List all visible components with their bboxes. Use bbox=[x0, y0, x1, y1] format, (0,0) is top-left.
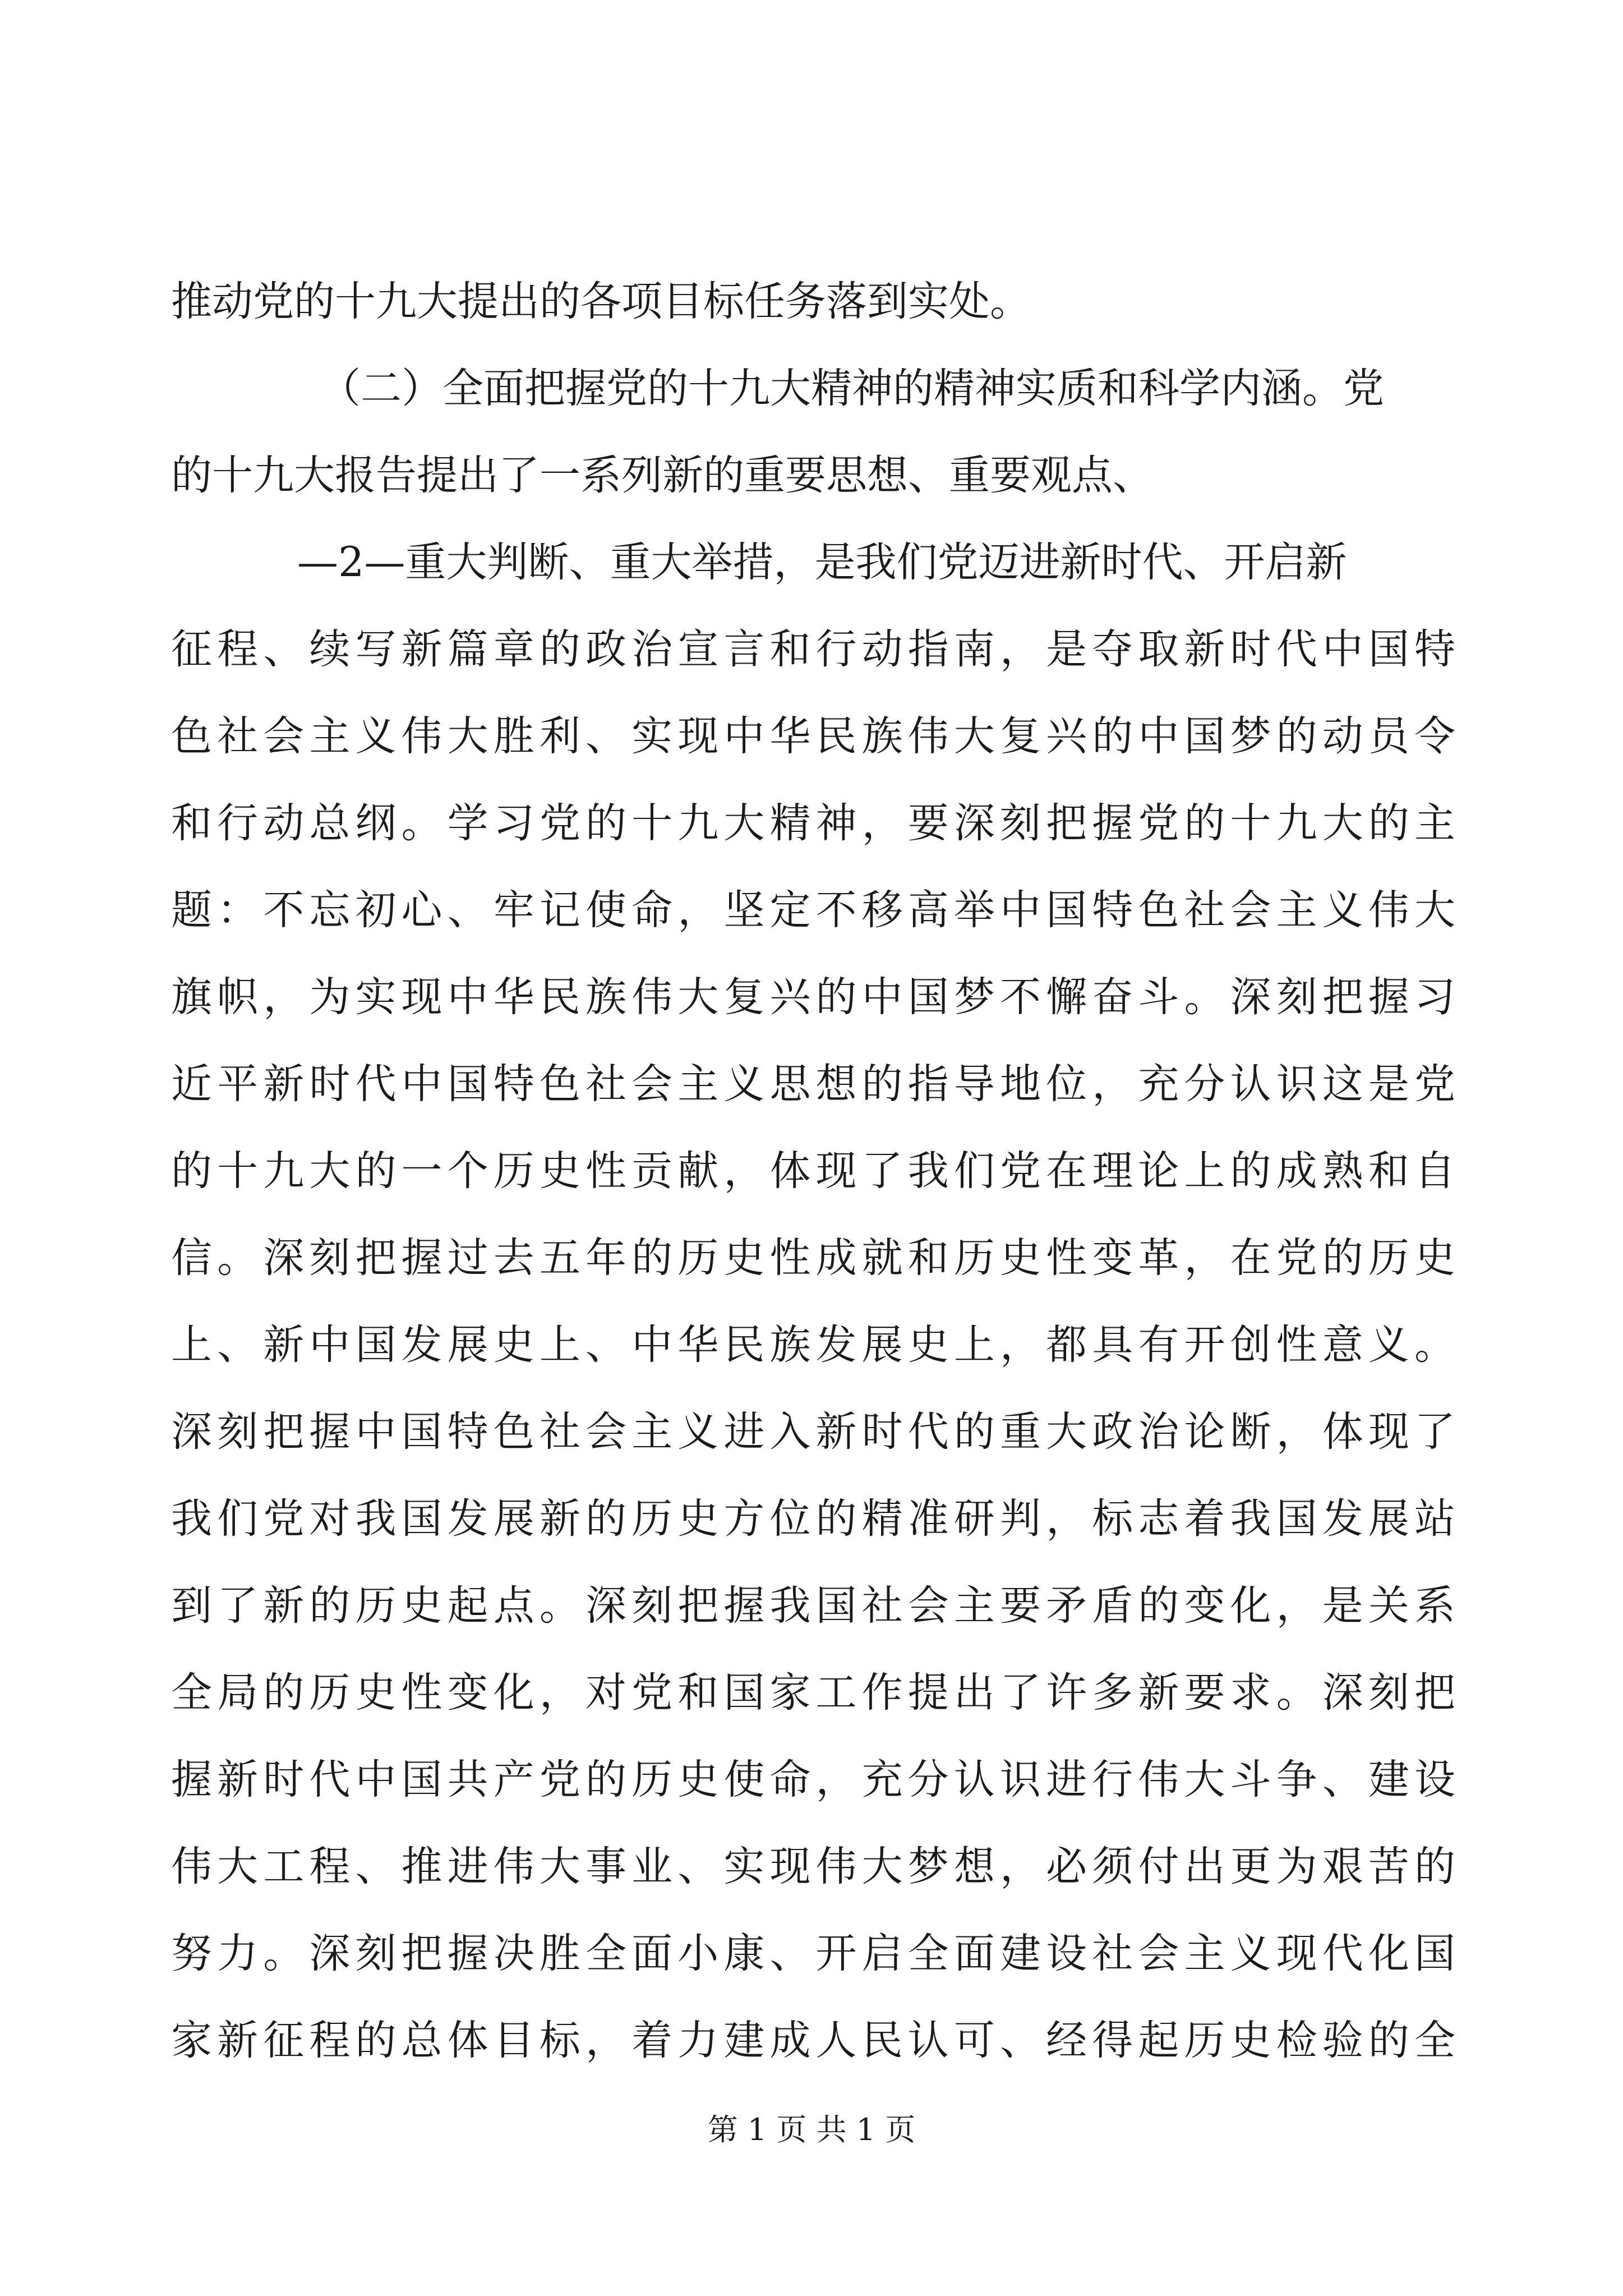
text-line-8: 题：不忘初心、牢记使命，坚定不移高举中国特色社会主义伟大 bbox=[171, 886, 1455, 934]
text-line-17: 全局的历史性变化，对党和国家工作提出了许多新要求。深刻把 bbox=[171, 1669, 1455, 1717]
text-line-3: 的十九大报告提出了一系列新的重要思想、重要观点、 bbox=[171, 452, 1154, 499]
text-line-16: 到了新的历史起点。深刻把握我国社会主要矛盾的变化，是关系 bbox=[171, 1582, 1455, 1630]
text-line-20: 努力。深刻把握决胜全面小康、开启全面建设社会主义现代化国 bbox=[171, 1930, 1455, 1977]
text-line-1: 推动党的十九大提出的各项目标任务落到实处。 bbox=[171, 278, 1031, 325]
text-line-19: 伟大工程、推进伟大事业、实现伟大梦想，必须付出更为艰苦的 bbox=[171, 1843, 1455, 1890]
text-line-7: 和行动总纲。学习党的十九大精神，要深刻把握党的十九大的主 bbox=[171, 799, 1455, 847]
text-line-4: —2—重大判断、重大举措，是我们党迈进新时代、开启新 bbox=[297, 539, 1347, 586]
text-line-15: 我们党对我国发展新的历史方位的精准研判，标志着我国发展站 bbox=[171, 1495, 1455, 1543]
text-line-18: 握新时代中国共产党的历史使命，充分认识进行伟大斗争、建设 bbox=[171, 1756, 1455, 1803]
text-line-2: （二）全面把握党的十九大精神的精神实质和科学内涵。党 bbox=[320, 365, 1384, 412]
text-line-9: 旗帜，为实现中华民族伟大复兴的中国梦不懈奋斗。深刻把握习 bbox=[171, 973, 1455, 1021]
text-line-6: 色社会主义伟大胜利、实现中华民族伟大复兴的中国梦的动员令 bbox=[171, 712, 1455, 760]
text-line-21: 家新征程的总体目标，着力建成人民认可、经得起历史检验的全 bbox=[171, 2017, 1455, 2064]
text-line-10: 近平新时代中国特色社会主义思想的指导地位，充分认识这是党 bbox=[171, 1060, 1455, 1108]
text-line-12: 信。深刻把握过去五年的历史性成就和历史性变革，在党的历史 bbox=[171, 1234, 1455, 1282]
text-line-5: 征程、续写新篇章的政治宣言和行动指南，是夺取新时代中国特 bbox=[171, 625, 1455, 673]
text-line-13: 上、新中国发展史上、中华民族发展史上，都具有开创性意义。 bbox=[171, 1321, 1455, 1369]
page-footer: 第 1 页 共 1 页 bbox=[707, 2112, 916, 2147]
text-line-14: 深刻把握中国特色社会主义进入新时代的重大政治论断，体现了 bbox=[171, 1408, 1455, 1456]
text-line-11: 的十九大的一个历史性贡献，体现了我们党在理论上的成熟和自 bbox=[171, 1147, 1455, 1195]
